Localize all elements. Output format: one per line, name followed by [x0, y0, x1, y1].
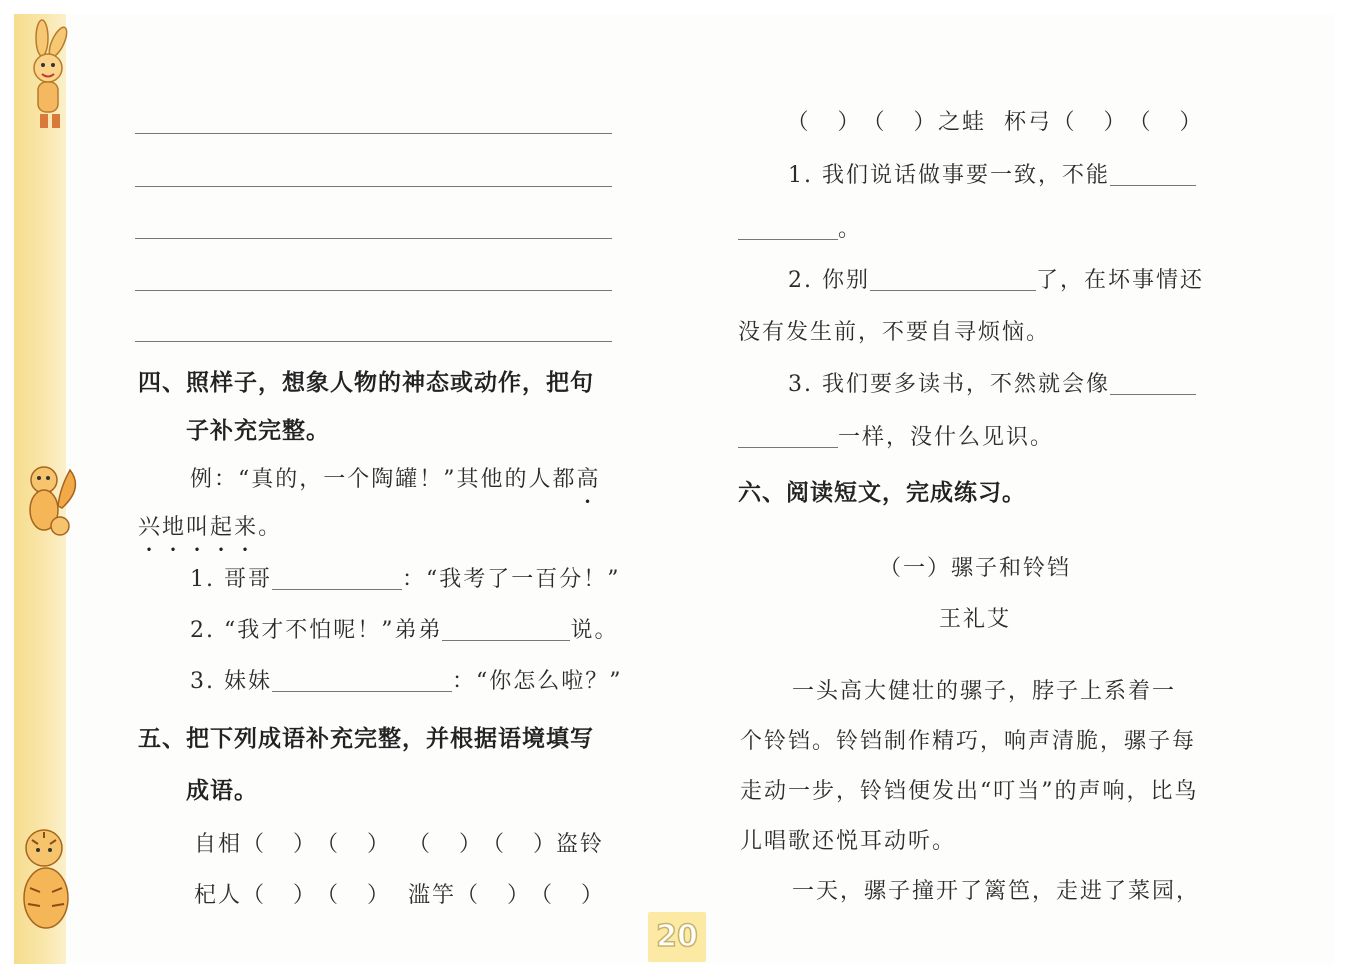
question-4-2 [190, 613, 619, 644]
idiom-row-3 [786, 105, 1204, 136]
idiom-row-1 [194, 827, 604, 858]
section-4-title-line2: 子补充完整。 [186, 418, 330, 444]
emphasis-char: 叫 [186, 515, 211, 540]
story-title: （一）骡子和铃铛 [878, 556, 1071, 581]
emphasis-char: 地 [162, 515, 187, 540]
q2-suffix: 说。 [570, 618, 619, 643]
sentence-5-3-cont [738, 420, 1054, 451]
section-6-title: 六、阅读短文，完成练习。 [738, 480, 1026, 506]
question-4-3 [190, 664, 622, 695]
idiom-text: 自相 [194, 832, 243, 857]
story-paragraph-line: 个铃铛。铃铛制作精巧，响声清脆，骡子每 [740, 729, 1197, 754]
story-author: 王礼艾 [938, 607, 1011, 632]
sentence-text: 2. 你别 [788, 268, 870, 293]
sentence-text: 一样，没什么见识。 [838, 425, 1055, 450]
idiom-blank[interactable]: （ ） [242, 832, 318, 857]
emphasis-char: 高 [576, 467, 601, 492]
sentence-text: 3. 我们要多读书，不然就会像 [788, 372, 1110, 397]
q2-prefix: 2. “我才不怕呢！”弟弟 [190, 618, 443, 643]
idiom-text: 滥竽 [408, 883, 457, 908]
section-5-title-line1: 五、把下列成语补充完整，并根据语境填写 [138, 726, 594, 752]
emphasis-char: 起 [210, 515, 235, 540]
sentence-text: 了，在坏事情还 [1035, 268, 1204, 293]
idiom-blank[interactable]: （ ） [530, 883, 606, 908]
sentence-text: 1. 我们说话做事要一致，不能 [788, 163, 1110, 188]
idiom-blank[interactable]: （ ） [242, 883, 318, 908]
section-4-title-line1: 四、照样子，想象人物的神态或动作，把句 [138, 370, 594, 396]
idiom-text: 杞人 [194, 883, 243, 908]
answer-blank-5-1b[interactable] [738, 217, 838, 240]
story-paragraph-line: 走动一步，铃铛便发出“叮当”的声响，比鸟 [740, 779, 1199, 804]
question-4-1 [190, 562, 620, 593]
idiom-text: 之蛙 [938, 110, 987, 135]
emphasis-char: 兴 [138, 515, 163, 540]
q1-prefix: 1. 哥哥 [190, 567, 272, 592]
idiom-blank[interactable]: （ ） [316, 883, 392, 908]
answer-blank-5-2[interactable] [870, 268, 1036, 291]
answer-blank-5-3b[interactable] [738, 425, 838, 448]
q1-suffix: ：“我考了一百分！” [401, 567, 621, 592]
idiom-blank[interactable]: （ ） [482, 832, 558, 857]
answer-blank-4-1[interactable] [272, 567, 402, 590]
idiom-blank[interactable]: （ ） [786, 110, 862, 135]
writing-line-3[interactable] [135, 238, 612, 239]
idiom-blank[interactable]: （ ） [862, 110, 938, 135]
example-line1 [190, 462, 601, 493]
page-number: 20 [648, 912, 706, 962]
squirrel-mascot-icon [14, 458, 80, 548]
answer-blank-5-1a[interactable] [1110, 163, 1196, 186]
tiger-mascot-icon [14, 822, 80, 940]
idiom-blank[interactable]: （ ） [408, 832, 484, 857]
idiom-blank[interactable]: （ ） [316, 832, 392, 857]
rabbit-mascot-icon [14, 18, 80, 138]
sentence-5-2-cont: 没有发生前，不要自寻烦恼。 [738, 320, 1051, 345]
sentence-5-1-cont [738, 212, 862, 243]
writing-line-1[interactable] [135, 133, 612, 134]
sentence-5-1 [788, 158, 1196, 189]
answer-blank-4-3[interactable] [272, 669, 452, 692]
q3-prefix: 3. 妹妹 [190, 669, 272, 694]
example-line2 [138, 510, 282, 541]
idiom-row-2 [194, 878, 604, 909]
writing-line-4[interactable] [135, 290, 612, 291]
section-5-title-line2: 成语。 [186, 778, 258, 804]
answer-blank-5-3a[interactable] [1110, 372, 1196, 395]
example-text: 例：“真的，一个陶罐！”其他的人都 [190, 467, 577, 492]
example-end: 。 [258, 515, 283, 540]
story-paragraph-line: 儿唱歌还悦耳动听。 [740, 829, 957, 854]
writing-line-5[interactable] [135, 341, 612, 342]
sentence-5-2 [788, 263, 1204, 294]
emphasis-char: 来 [234, 515, 259, 540]
sentence-5-3 [788, 367, 1196, 398]
writing-line-2[interactable] [135, 186, 612, 187]
idiom-blank[interactable]: （ ） [456, 883, 532, 908]
story-paragraph-line: 一头高大健壮的骡子，脖子上系着一 [792, 679, 1177, 704]
answer-blank-4-2[interactable] [442, 618, 570, 641]
story-paragraph-line: 一天，骡子撞开了篱笆，走进了菜园， [792, 879, 1201, 904]
idiom-text: 盗铃 [556, 832, 605, 857]
idiom-blank[interactable]: （ ） [1052, 110, 1128, 135]
q3-suffix: ：“你怎么啦？” [451, 669, 623, 694]
idiom-blank[interactable]: （ ） [1128, 110, 1204, 135]
idiom-text: 杯弓 [1004, 110, 1053, 135]
sentence-text: 。 [838, 217, 863, 242]
